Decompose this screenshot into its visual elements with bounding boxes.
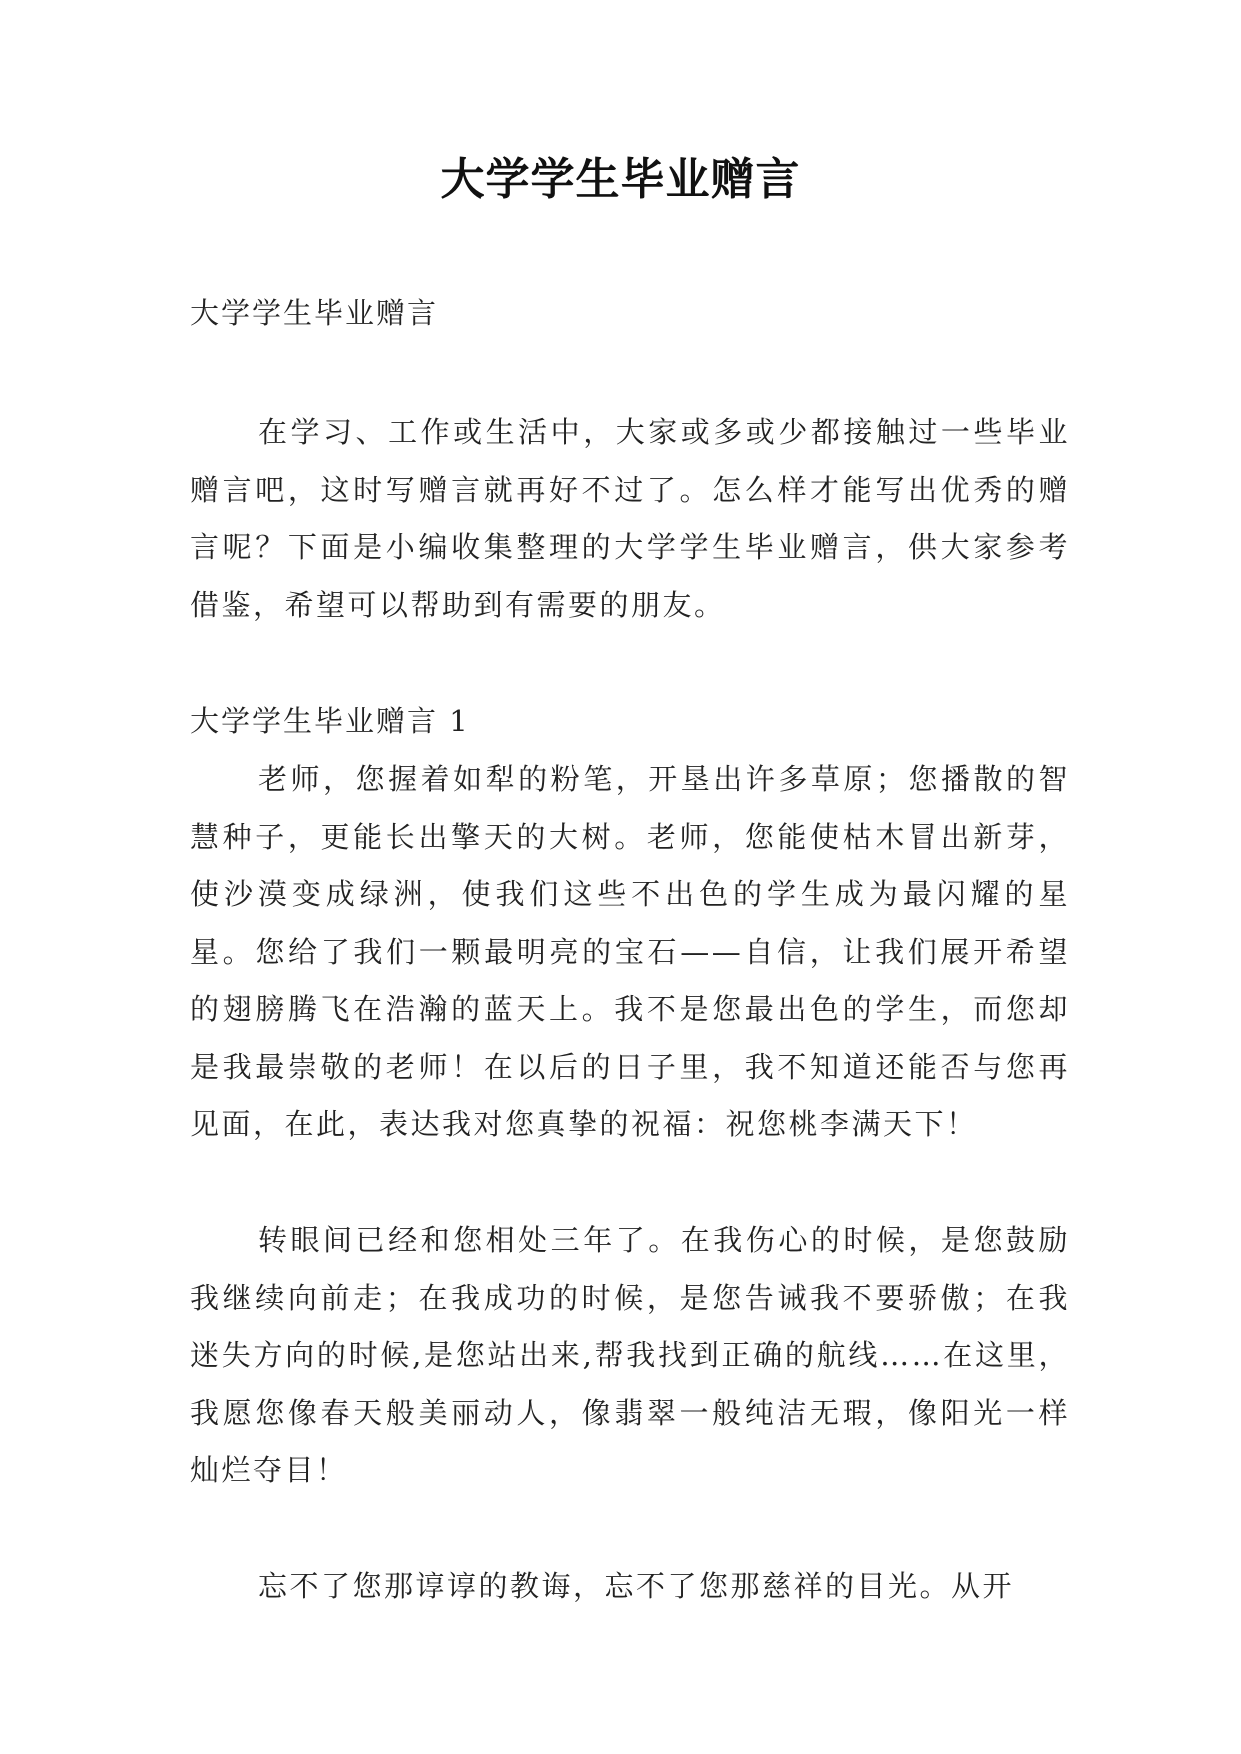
intro-paragraph: 在学习、工作或生活中，大家或多或少都接触过一些毕业赠言吧，这时写赠言就再好不过了。怎么样才能写出优秀的赠言呢？下面是小编收集整理的大学学生毕业赠言，供大家参考借鉴，希望可以帮助到有需要的朋友。 <box>190 415 1070 622</box>
section-heading: 大学学生毕业赠言 1 <box>190 704 470 738</box>
document-subtitle: 大学学生毕业赠言 <box>190 296 439 330</box>
body-paragraph: 忘不了您那谆谆的教诲，忘不了您那慈祥的目光。从开 <box>258 1569 1015 1603</box>
body-paragraph: 老师，您握着如犁的粉笔，开垦出许多草原；您播散的智慧种子，更能长出擎天的大树。老师，您能使枯木冒出新芽，使沙漠变成绿洲，使我们这些不出色的学生成为最闪耀的星星。您给了我们一颗最明亮的宝石——自信，让我们展开希望的翅膀腾飞在浩瀚的蓝天上。我不是您最出色的学生，而您却是我最崇敬的老师！在以后的日子里，我不知道还能否与您再见面，在此，表达我对您真挚的祝福：祝您桃李满天下！ <box>190 762 1070 1141</box>
document-title: 大学学生毕业赠言 <box>440 154 801 205</box>
body-paragraph: 转眼间已经和您相处三年了。在我伤心的时候，是您鼓励我继续向前走；在我成功的时候，是您告诫我不要骄傲；在我迷失方向的时候,是您站出来,帮我找到正确的航线……在这里，我愿您像春天般美丽动人，像翡翠一般纯洁无瑕，像阳光一样灿烂夺目！ <box>190 1223 1070 1487</box>
